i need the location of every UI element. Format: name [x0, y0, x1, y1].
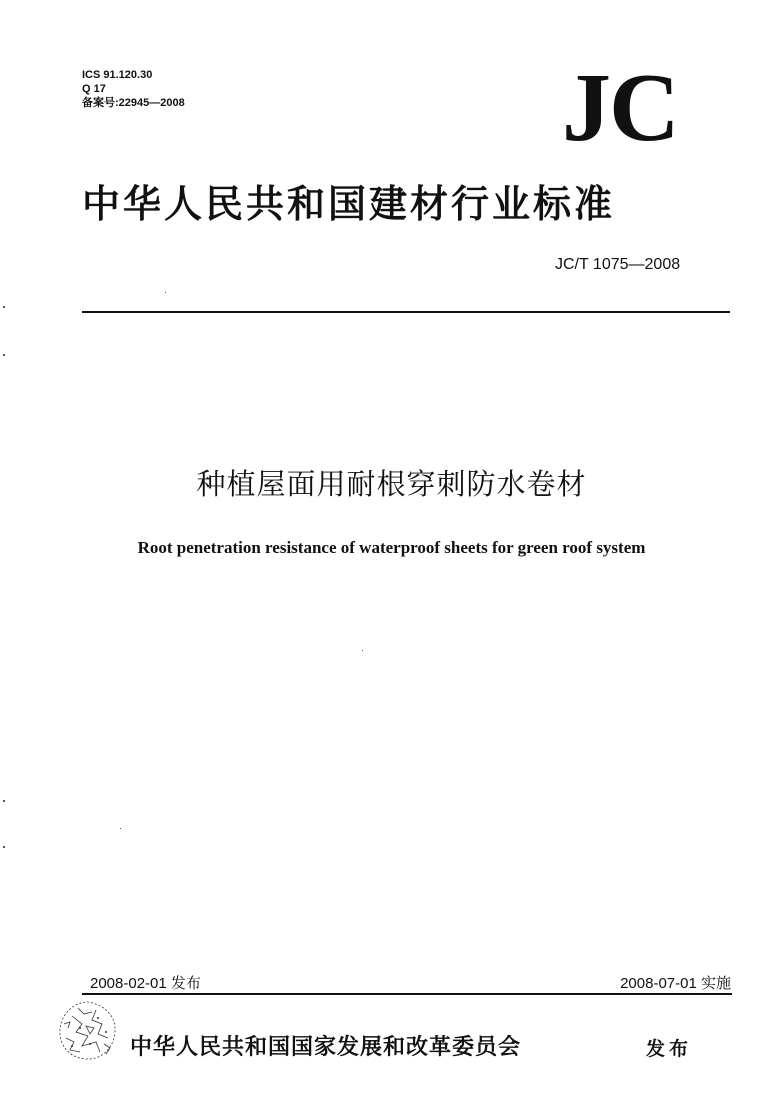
- issuing-authority: 中华人民共和国国家发展和改革委员会: [130, 1035, 522, 1060]
- filing-number: 备案号:22945—2008: [82, 97, 185, 109]
- scan-speck: [165, 292, 166, 293]
- title-english: Root penetration resistance of waterproof sheets for green roof system: [137, 538, 646, 557]
- scan-speck: [3, 800, 5, 802]
- seal-stamp-icon: [52, 998, 122, 1064]
- scan-speck: [3, 846, 5, 848]
- classification-block: [82, 68, 185, 110]
- scan-speck: [3, 354, 5, 356]
- scan-speck: [3, 306, 5, 308]
- title-chinese: 种植屋面用耐根穿刺防水卷材: [196, 467, 587, 501]
- issuing-authority-suffix: 发布: [646, 1038, 693, 1060]
- issue-date: 2008-02-01 发布: [90, 975, 201, 992]
- standard-number: JC/T 1075—2008: [555, 256, 681, 273]
- scan-speck: [362, 650, 363, 651]
- implementation-date: 2008-07-01 实施: [620, 975, 731, 992]
- bottom-divider: [82, 993, 732, 995]
- standard-category-heading: 中华人民共和国建材行业标准: [82, 182, 616, 226]
- ics-code: ICS 91.120.30: [82, 69, 153, 81]
- jc-logo: JC: [562, 54, 678, 162]
- scan-speck: [120, 828, 121, 829]
- top-divider: [82, 311, 730, 313]
- ccs-code: Q 17: [82, 83, 106, 95]
